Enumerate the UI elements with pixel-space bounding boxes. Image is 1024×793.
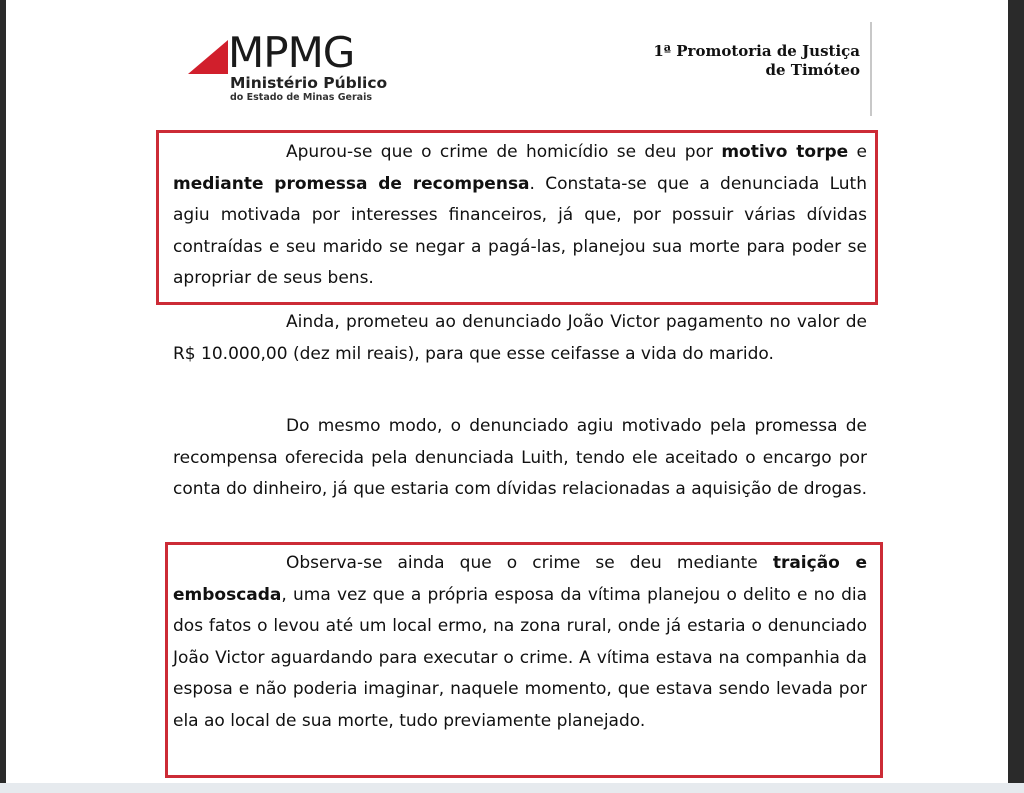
logo-wordmark: MPMG <box>228 28 355 77</box>
header-divider <box>870 22 872 116</box>
office-line-2: de Timóteo <box>765 61 860 79</box>
office-line-1: 1ª Promotoria de Justiça <box>653 42 860 60</box>
paragraph-1-text-c: . Constata-se que a denunciada Luth agiu motivada por interesses financeiros, já que, por possuir várias dívidas contraídas e seu marido se negar a pagá-las, planejou sua morte para poder se apropriar de seus bens. <box>173 173 867 288</box>
logo-subtitle-small: do Estado de Minas Gerais <box>230 92 373 103</box>
paragraph-1 <box>173 137 867 295</box>
logo-subtitle: Ministério Público <box>230 74 388 92</box>
mpmg-logo-triangle-icon <box>188 36 232 76</box>
document-page <box>6 0 1008 783</box>
paragraph-2: Ainda, prometeu ao denunciado João Victor pagamento no valor de R$ 10.000,00 (dez mil reais), para que esse ceifasse a vida do marido. <box>173 312 867 364</box>
paragraph-1-text-a: Apurou-se que o crime de homicídio se deu por <box>286 142 722 162</box>
paragraph-4-text-b: , uma vez que a própria esposa da vítima planejou o delito e no dia dos fatos o levou até um local ermo, na zona rural, onde já estaria o denunciado João Victor aguardando para executar o crime. A vítima estava na companhia da esposa e não poderia imaginar, naquele momento, que estava sendo levada por ela ao local de sua morte, tudo previamente planejado. <box>173 584 867 731</box>
paragraph-1-bold-a: motivo torpe <box>721 142 849 162</box>
office-heading <box>653 42 860 80</box>
paragraph-4 <box>173 548 867 737</box>
viewer-frame-right <box>1008 0 1024 783</box>
paragraph-4-bold: traição e emboscada <box>173 553 867 605</box>
paragraph-1-bold-b: mediante promessa de recompensa <box>173 173 530 194</box>
viewer-bottom-strip <box>0 783 1024 793</box>
mpmg-logo <box>184 30 394 108</box>
paragraph-4-text-a: Observa-se ainda que o crime se deu mediante <box>286 553 773 573</box>
paragraph-1-text-b: e <box>848 142 867 162</box>
paragraph-3: Do mesmo modo, o denunciado agiu motivado pela promessa de recompensa oferecida pela denunciada Luith, tendo ele aceitado o encargo por conta do dinheiro, já que estaria com dívidas relacionadas a aquisição de drogas. <box>173 416 868 499</box>
